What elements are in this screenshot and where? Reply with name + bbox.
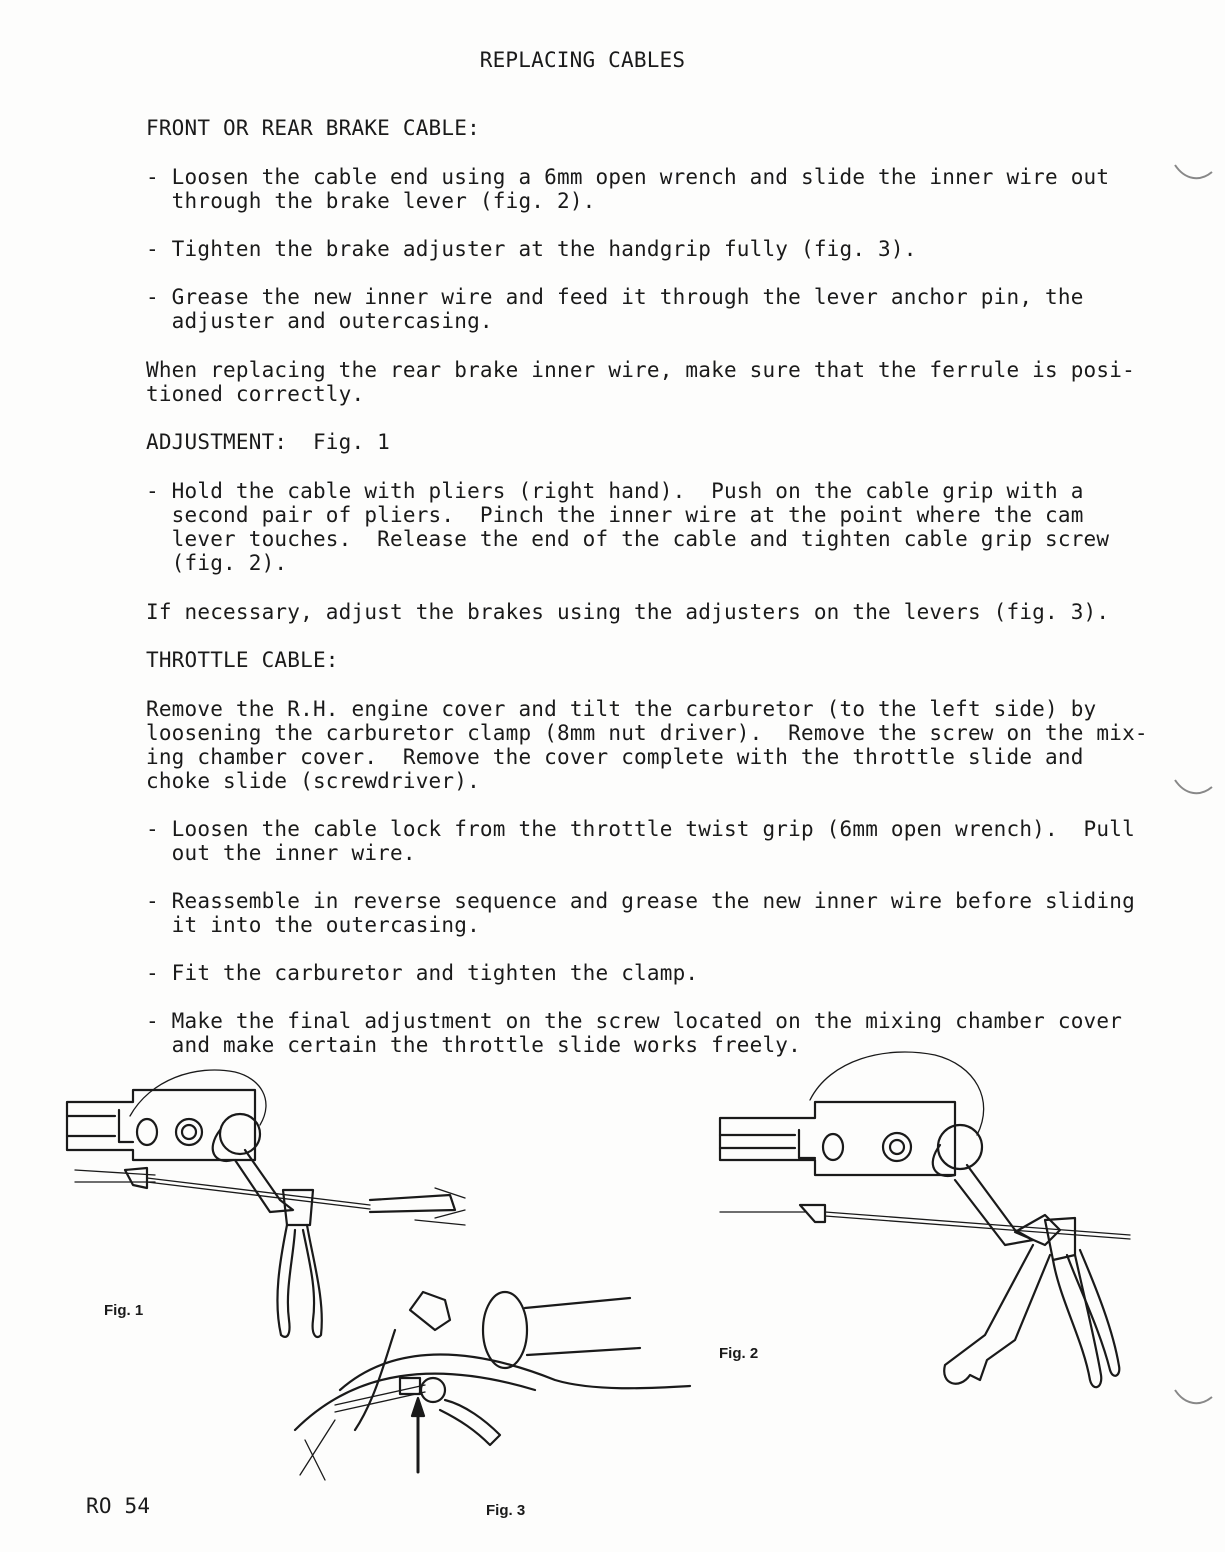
brake-note-line1: When replacing the rear brake inner wire, make sure that the ferrule is posi- bbox=[146, 358, 1135, 382]
throttle-step2-line2: it into the outercasing. bbox=[146, 913, 480, 937]
adjustment-note: If necessary, adjust the brakes using the adjusters on the levers (fig. 3). bbox=[146, 600, 1110, 624]
throttle-intro-line3: ing chamber cover. Remove the cover complete with the throttle slide and bbox=[146, 745, 1084, 769]
adjustment-step1-line1: - Hold the cable with pliers (right hand). Push on the cable grip with a bbox=[146, 479, 1084, 503]
adjustment-step1-line2: second pair of pliers. Pinch the inner wire at the point where the cam bbox=[146, 503, 1084, 527]
figure-2-illustration bbox=[715, 1040, 1135, 1420]
adjustment-step1-line4: (fig. 2). bbox=[146, 551, 288, 575]
figure-3-illustration bbox=[295, 1280, 695, 1480]
throttle-intro-line1: Remove the R.H. engine cover and tilt the carburetor (to the left side) by bbox=[146, 697, 1097, 721]
throttle-step4-line2: and make certain the throttle slide works freely. bbox=[146, 1033, 801, 1057]
throttle-intro-line4: choke slide (screwdriver). bbox=[146, 769, 480, 793]
throttle-step3: - Fit the carburetor and tighten the clamp. bbox=[146, 961, 699, 985]
figure-2-caption: Fig. 2 bbox=[719, 1345, 759, 1362]
figure-3-caption: Fig. 3 bbox=[486, 1502, 526, 1519]
brake-step3-line1: - Grease the new inner wire and feed it through the lever anchor pin, the bbox=[146, 285, 1084, 309]
section-heading-throttle: THROTTLE CABLE: bbox=[146, 648, 339, 672]
throttle-step4-line1: - Make the final adjustment on the screw located on the mixing chamber cover bbox=[146, 1009, 1123, 1033]
page-footer-code: RO 54 bbox=[86, 1494, 151, 1518]
throttle-step1-line1: - Loosen the cable lock from the throttle twist grip (6mm open wrench). Pull bbox=[146, 817, 1135, 841]
brake-step3-line2: adjuster and outercasing. bbox=[146, 309, 493, 333]
binder-hole-mark-middle bbox=[1170, 775, 1220, 805]
throttle-intro-line2: loosening the carburetor clamp (8mm nut driver). Remove the screw on the mix- bbox=[146, 721, 1148, 745]
binder-hole-mark-top bbox=[1170, 160, 1220, 190]
brake-step2: - Tighten the brake adjuster at the handgrip fully (fig. 3). bbox=[146, 237, 917, 261]
section-heading-brake: FRONT OR REAR BRAKE CABLE: bbox=[146, 116, 480, 140]
page-title: REPLACING CABLES bbox=[479, 48, 686, 72]
section-heading-adjustment: ADJUSTMENT: Fig. 1 bbox=[146, 430, 391, 454]
brake-step1-line1: - Loosen the cable end using a 6mm open wrench and slide the inner wire out bbox=[146, 165, 1110, 189]
figure-1-caption: Fig. 1 bbox=[104, 1302, 144, 1319]
throttle-step2-line1: - Reassemble in reverse sequence and grease the new inner wire before sliding bbox=[146, 889, 1135, 913]
throttle-step1-line2: out the inner wire. bbox=[146, 841, 416, 865]
binder-hole-mark-bottom bbox=[1170, 1385, 1220, 1415]
adjustment-step1-line3: lever touches. Release the end of the cable and tighten cable grip screw bbox=[146, 527, 1110, 551]
brake-note-line2: tioned correctly. bbox=[146, 382, 365, 406]
brake-step1-line2: through the brake lever (fig. 2). bbox=[146, 189, 596, 213]
